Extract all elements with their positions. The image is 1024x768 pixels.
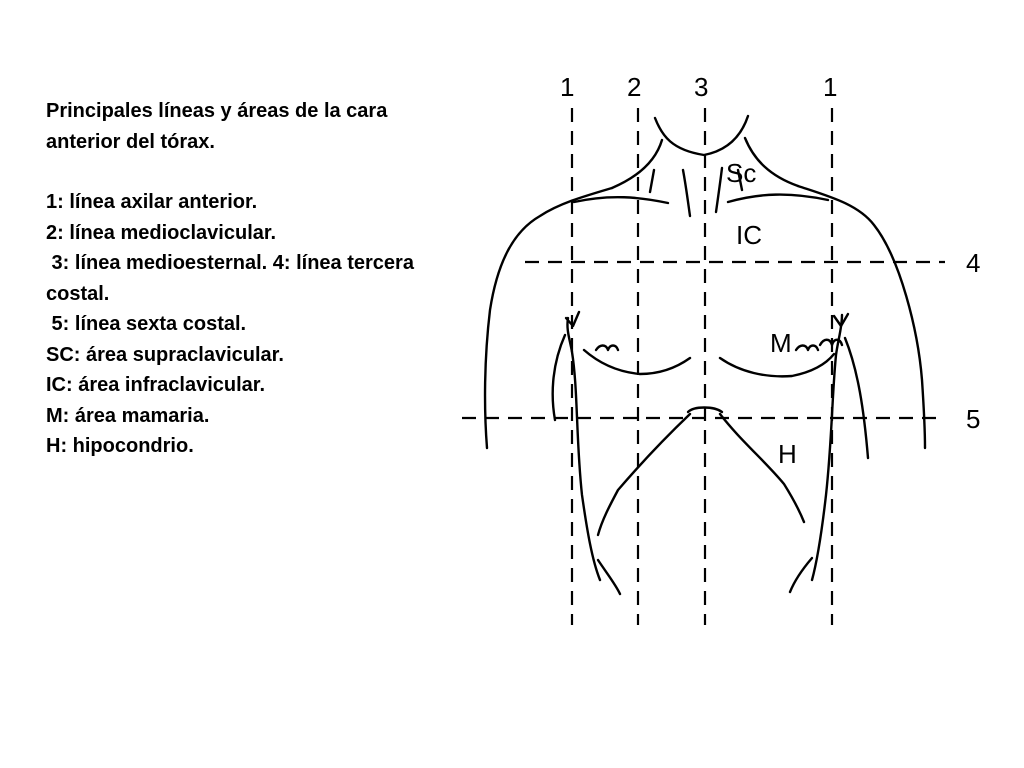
area-label-infraclavicular: IC xyxy=(736,220,762,250)
label-line-1-left: 1 xyxy=(560,72,575,102)
area-label-supraclavicular: Sc xyxy=(726,158,757,188)
area-label-mamaria: M xyxy=(770,328,792,358)
label-line-5: 5 xyxy=(966,404,981,434)
nipple-mark-icon xyxy=(796,346,818,351)
caption-item: SC: área supraclavicular. xyxy=(46,343,284,366)
caption-item: 1: línea axilar anterior. xyxy=(46,191,258,213)
label-line-1-right: 1 xyxy=(823,72,838,102)
caption-item: 3: línea medioesternal. 4: línea tercera xyxy=(46,252,414,274)
caption-title-line: Principales líneas y áreas de la cara xyxy=(46,100,388,122)
caption-title-line: anterior del tórax. xyxy=(46,130,215,153)
area-label-hipocondrio: H xyxy=(778,439,797,469)
caption-item: 2: línea medioclavicular. xyxy=(46,221,277,244)
caption-item: IC: área infraclavicular. xyxy=(46,374,266,396)
caption-item: H: hipocondrio. xyxy=(46,435,194,457)
caption-item: M: área mamaria. xyxy=(46,404,210,427)
label-line-3: 3 xyxy=(694,72,709,102)
caption-item: 5: línea sexta costal. xyxy=(46,313,247,335)
label-line-4: 4 xyxy=(966,248,981,278)
label-line-2: 2 xyxy=(627,72,642,102)
caption-item: costal. xyxy=(46,282,110,305)
